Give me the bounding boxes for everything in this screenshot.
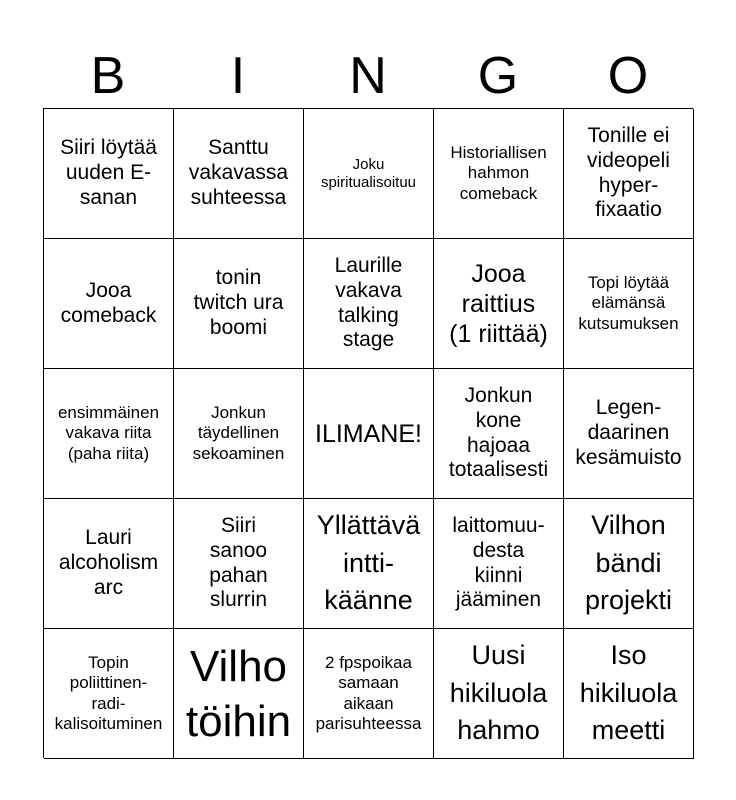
bingo-cell-r1c5[interactable]: Tonille ei videopeli hyper- fixaatio: [564, 109, 694, 239]
bingo-cell-r2c2[interactable]: tonin twitch ura boomi: [174, 239, 304, 369]
header-letter-b: B: [90, 47, 126, 105]
bingo-cell-r4c1[interactable]: Lauri alcoholism arc: [44, 499, 174, 629]
bingo-cell-r5c5[interactable]: Iso hikiluola meetti: [564, 629, 694, 759]
header-letter-n: N: [349, 47, 387, 105]
bingo-cell-r1c4[interactable]: Historiallisen hahmon comeback: [434, 109, 564, 239]
bingo-cell-r2c3[interactable]: Laurille vakava talking stage: [304, 239, 434, 369]
bingo-cell-r5c2[interactable]: Vilho töihin: [174, 629, 304, 759]
bingo-cell-r1c1[interactable]: Siiri löytää uuden E- sanan: [44, 109, 174, 239]
header-letter-i: I: [230, 47, 246, 105]
bingo-header: [43, 44, 693, 108]
bingo-cell-r2c4[interactable]: Jooa raittius (1 riittää): [434, 239, 564, 369]
bingo-cell-r5c4[interactable]: Uusi hikiluola hahmo: [434, 629, 564, 759]
bingo-cell-r5c1[interactable]: Topin poliittinen- radi- kalisoituminen: [44, 629, 174, 759]
bingo-cell-r3c4[interactable]: Jonkun kone hajoaa totaalisesti: [434, 369, 564, 499]
bingo-cell-r1c2[interactable]: Santtu vakavassa suhteessa: [174, 109, 304, 239]
bingo-cell-r3c5[interactable]: Legen- daarinen kesämuisto: [564, 369, 694, 499]
bingo-cell-r4c3[interactable]: Yllättävä intti- käänne: [304, 499, 434, 629]
bingo-cell-r2c5[interactable]: Topi löytää elämänsä kutsumuksen: [564, 239, 694, 369]
bingo-cell-r1c3[interactable]: Joku spiritualisoituu: [304, 109, 434, 239]
bingo-cell-r2c1[interactable]: Jooa comeback: [44, 239, 174, 369]
bingo-cell-r5c3[interactable]: 2 fpspoikaa samaan aikaan parisuhteessa: [304, 629, 434, 759]
bingo-cell-r4c4[interactable]: laittomuu- desta kiinni jääminen: [434, 499, 564, 629]
bingo-board: [43, 108, 693, 758]
bingo-cell-r4c5[interactable]: Vilhon bändi projekti: [564, 499, 694, 629]
bingo-cell-r4c2[interactable]: Siiri sanoo pahan slurrin: [174, 499, 304, 629]
header-letter-o: O: [607, 47, 649, 105]
bingo-cell-r3c2[interactable]: Jonkun täydellinen sekoaminen: [174, 369, 304, 499]
bingo-cell-r3c1[interactable]: ensimmäinen vakava riita (paha riita): [44, 369, 174, 499]
header-letter-g: G: [477, 47, 519, 105]
bingo-cell-r3c3[interactable]: ILIMANE!: [304, 369, 434, 499]
